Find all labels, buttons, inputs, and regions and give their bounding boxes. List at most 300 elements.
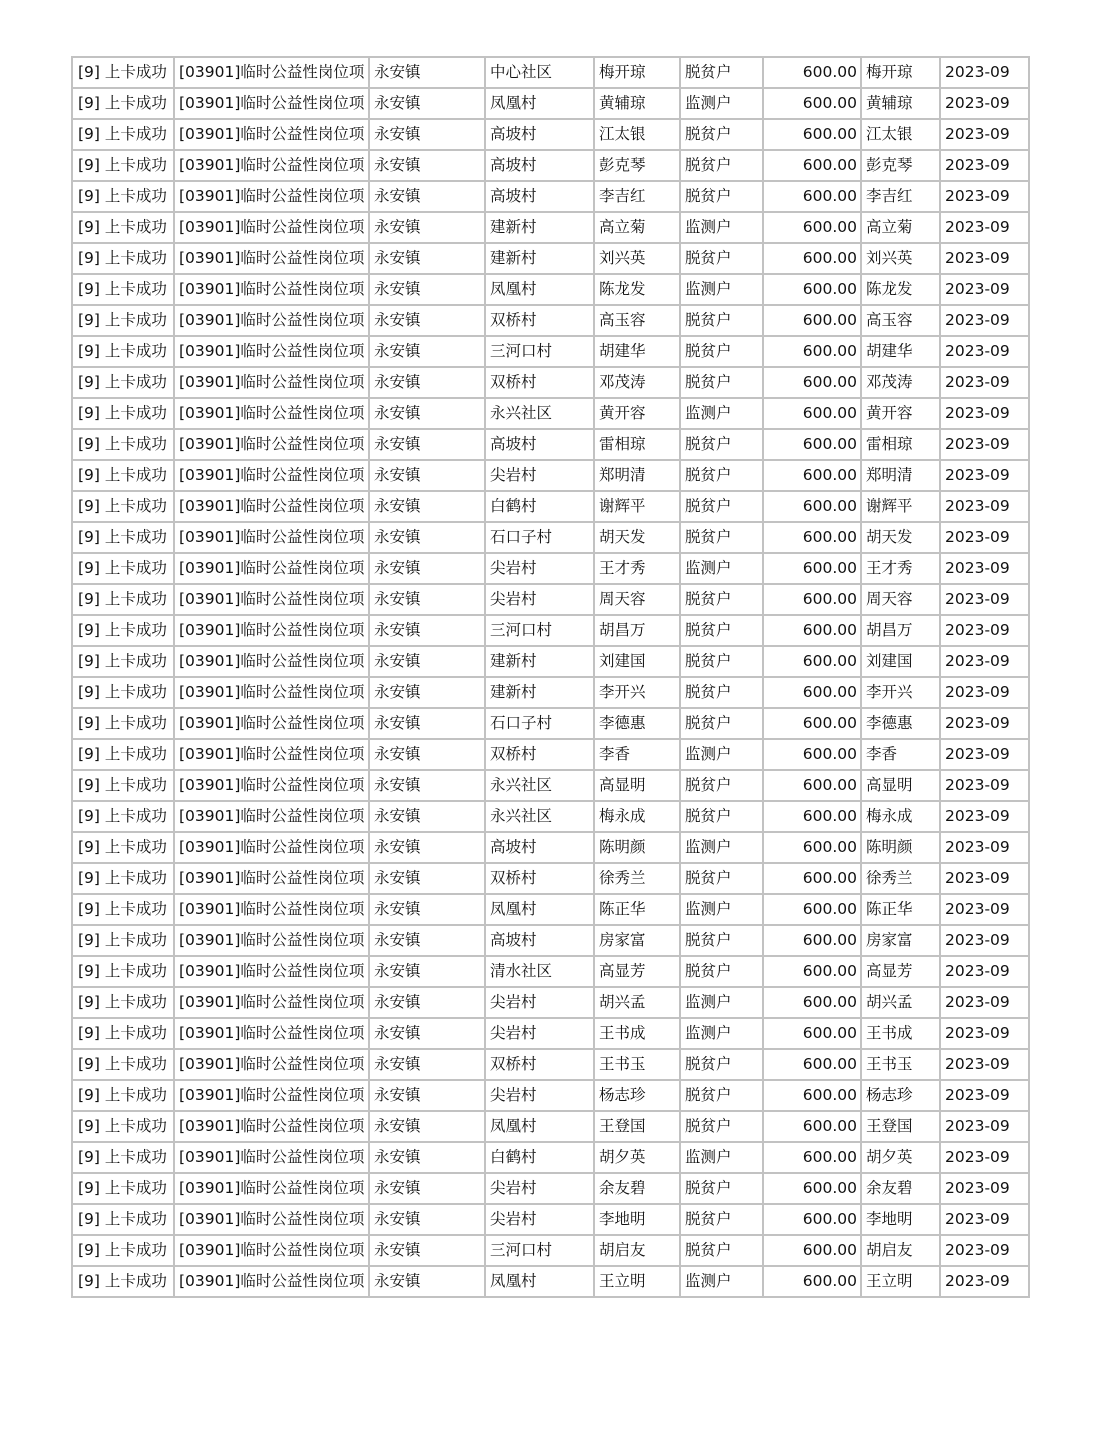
table-row <box>72 1049 1029 1080</box>
payee-cell: 胡兴孟 <box>861 987 940 1018</box>
village-cell: 石口子村 <box>485 708 594 739</box>
name-cell: 李香 <box>594 739 680 770</box>
town-cell: 永安镇 <box>369 1204 485 1235</box>
town-cell: 永安镇 <box>369 801 485 832</box>
status-cell: [9] 上卡成功 <box>72 274 174 305</box>
project-cell: [03901]临时公益性岗位项 <box>174 553 369 584</box>
month-cell: 2023-09 <box>940 336 1029 367</box>
month-cell: 2023-09 <box>940 832 1029 863</box>
town-cell: 永安镇 <box>369 119 485 150</box>
amount-cell: 600.00 <box>763 150 861 181</box>
payee-cell: 黄开容 <box>861 398 940 429</box>
table-row <box>72 336 1029 367</box>
amount-cell: 600.00 <box>763 925 861 956</box>
table-row <box>72 646 1029 677</box>
status-cell: [9] 上卡成功 <box>72 832 174 863</box>
project-cell: [03901]临时公益性岗位项 <box>174 367 369 398</box>
name-cell: 高玉容 <box>594 305 680 336</box>
name-cell: 王登国 <box>594 1111 680 1142</box>
name-cell: 胡建华 <box>594 336 680 367</box>
table-row <box>72 615 1029 646</box>
month-cell: 2023-09 <box>940 243 1029 274</box>
month-cell: 2023-09 <box>940 1080 1029 1111</box>
town-cell: 永安镇 <box>369 584 485 615</box>
month-cell: 2023-09 <box>940 1049 1029 1080</box>
town-cell: 永安镇 <box>369 367 485 398</box>
name-cell: 王才秀 <box>594 553 680 584</box>
month-cell: 2023-09 <box>940 522 1029 553</box>
month-cell: 2023-09 <box>940 646 1029 677</box>
project-cell: [03901]临时公益性岗位项 <box>174 615 369 646</box>
month-cell: 2023-09 <box>940 1142 1029 1173</box>
payee-cell: 陈明颜 <box>861 832 940 863</box>
town-cell: 永安镇 <box>369 553 485 584</box>
village-cell: 高坡村 <box>485 925 594 956</box>
status-cell: [9] 上卡成功 <box>72 863 174 894</box>
amount-cell: 600.00 <box>763 1142 861 1173</box>
month-cell: 2023-09 <box>940 1018 1029 1049</box>
town-cell: 永安镇 <box>369 57 485 88</box>
table-row <box>72 987 1029 1018</box>
month-cell: 2023-09 <box>940 1235 1029 1266</box>
town-cell: 永安镇 <box>369 1266 485 1297</box>
table-row <box>72 894 1029 925</box>
month-cell: 2023-09 <box>940 398 1029 429</box>
table-row <box>72 863 1029 894</box>
status-cell: [9] 上卡成功 <box>72 336 174 367</box>
category-cell: 脱贫户 <box>680 119 763 150</box>
status-cell: [9] 上卡成功 <box>72 770 174 801</box>
project-cell: [03901]临时公益性岗位项 <box>174 1266 369 1297</box>
project-cell: [03901]临时公益性岗位项 <box>174 925 369 956</box>
payee-cell: 梅开琼 <box>861 57 940 88</box>
category-cell: 监测户 <box>680 894 763 925</box>
amount-cell: 600.00 <box>763 88 861 119</box>
month-cell: 2023-09 <box>940 1111 1029 1142</box>
name-cell: 黄辅琼 <box>594 88 680 119</box>
project-cell: [03901]临时公益性岗位项 <box>174 336 369 367</box>
name-cell: 梅开琼 <box>594 57 680 88</box>
name-cell: 陈明颜 <box>594 832 680 863</box>
payee-cell: 余友碧 <box>861 1173 940 1204</box>
name-cell: 高显芳 <box>594 956 680 987</box>
category-cell: 脱贫户 <box>680 863 763 894</box>
category-cell: 脱贫户 <box>680 770 763 801</box>
table-row <box>72 832 1029 863</box>
payment-table <box>71 56 1030 1298</box>
category-cell: 脱贫户 <box>680 367 763 398</box>
status-cell: [9] 上卡成功 <box>72 584 174 615</box>
payee-cell: 胡天发 <box>861 522 940 553</box>
status-cell: [9] 上卡成功 <box>72 150 174 181</box>
status-cell: [9] 上卡成功 <box>72 615 174 646</box>
category-cell: 脱贫户 <box>680 336 763 367</box>
project-cell: [03901]临时公益性岗位项 <box>174 522 369 553</box>
name-cell: 王立明 <box>594 1266 680 1297</box>
amount-cell: 600.00 <box>763 1080 861 1111</box>
table-row <box>72 367 1029 398</box>
category-cell: 监测户 <box>680 987 763 1018</box>
category-cell: 脱贫户 <box>680 1080 763 1111</box>
name-cell: 胡兴孟 <box>594 987 680 1018</box>
town-cell: 永安镇 <box>369 863 485 894</box>
village-cell: 三河口村 <box>485 615 594 646</box>
payee-cell: 刘兴英 <box>861 243 940 274</box>
town-cell: 永安镇 <box>369 1111 485 1142</box>
amount-cell: 600.00 <box>763 398 861 429</box>
village-cell: 清水社区 <box>485 956 594 987</box>
name-cell: 李吉红 <box>594 181 680 212</box>
payee-cell: 李吉红 <box>861 181 940 212</box>
status-cell: [9] 上卡成功 <box>72 1111 174 1142</box>
village-cell: 三河口村 <box>485 1235 594 1266</box>
amount-cell: 600.00 <box>763 460 861 491</box>
category-cell: 监测户 <box>680 88 763 119</box>
amount-cell: 600.00 <box>763 1111 861 1142</box>
project-cell: [03901]临时公益性岗位项 <box>174 88 369 119</box>
village-cell: 凤凰村 <box>485 88 594 119</box>
town-cell: 永安镇 <box>369 243 485 274</box>
table-row <box>72 1235 1029 1266</box>
status-cell: [9] 上卡成功 <box>72 1018 174 1049</box>
village-cell: 尖岩村 <box>485 553 594 584</box>
category-cell: 脱贫户 <box>680 460 763 491</box>
status-cell: [9] 上卡成功 <box>72 491 174 522</box>
table-row <box>72 460 1029 491</box>
payee-cell: 王书成 <box>861 1018 940 1049</box>
name-cell: 梅永成 <box>594 801 680 832</box>
category-cell: 脱贫户 <box>680 1173 763 1204</box>
village-cell: 石口子村 <box>485 522 594 553</box>
name-cell: 邓茂涛 <box>594 367 680 398</box>
amount-cell: 600.00 <box>763 832 861 863</box>
amount-cell: 600.00 <box>763 119 861 150</box>
village-cell: 高坡村 <box>485 119 594 150</box>
status-cell: [9] 上卡成功 <box>72 305 174 336</box>
project-cell: [03901]临时公益性岗位项 <box>174 57 369 88</box>
status-cell: [9] 上卡成功 <box>72 1049 174 1080</box>
project-cell: [03901]临时公益性岗位项 <box>174 1111 369 1142</box>
payee-cell: 高玉容 <box>861 305 940 336</box>
payee-cell: 胡建华 <box>861 336 940 367</box>
payee-cell: 郑明清 <box>861 460 940 491</box>
status-cell: [9] 上卡成功 <box>72 708 174 739</box>
month-cell: 2023-09 <box>940 708 1029 739</box>
table-row <box>72 1080 1029 1111</box>
village-cell: 双桥村 <box>485 305 594 336</box>
status-cell: [9] 上卡成功 <box>72 88 174 119</box>
amount-cell: 600.00 <box>763 863 861 894</box>
town-cell: 永安镇 <box>369 274 485 305</box>
village-cell: 白鹤村 <box>485 1142 594 1173</box>
status-cell: [9] 上卡成功 <box>72 1204 174 1235</box>
name-cell: 刘兴英 <box>594 243 680 274</box>
town-cell: 永安镇 <box>369 739 485 770</box>
payee-cell: 胡启友 <box>861 1235 940 1266</box>
village-cell: 高坡村 <box>485 429 594 460</box>
name-cell: 李开兴 <box>594 677 680 708</box>
table-row <box>72 1142 1029 1173</box>
status-cell: [9] 上卡成功 <box>72 553 174 584</box>
payee-cell: 谢辉平 <box>861 491 940 522</box>
table-row <box>72 770 1029 801</box>
table-row <box>72 88 1029 119</box>
town-cell: 永安镇 <box>369 305 485 336</box>
name-cell: 胡天发 <box>594 522 680 553</box>
project-cell: [03901]临时公益性岗位项 <box>174 956 369 987</box>
amount-cell: 600.00 <box>763 522 861 553</box>
amount-cell: 600.00 <box>763 429 861 460</box>
status-cell: [9] 上卡成功 <box>72 57 174 88</box>
village-cell: 高坡村 <box>485 181 594 212</box>
table-row <box>72 212 1029 243</box>
project-cell: [03901]临时公益性岗位项 <box>174 801 369 832</box>
payee-cell: 高显明 <box>861 770 940 801</box>
payee-cell: 王才秀 <box>861 553 940 584</box>
payee-cell: 王登国 <box>861 1111 940 1142</box>
project-cell: [03901]临时公益性岗位项 <box>174 491 369 522</box>
project-cell: [03901]临时公益性岗位项 <box>174 1142 369 1173</box>
status-cell: [9] 上卡成功 <box>72 739 174 770</box>
payee-cell: 李开兴 <box>861 677 940 708</box>
table-row <box>72 1266 1029 1297</box>
village-cell: 建新村 <box>485 677 594 708</box>
table-row <box>72 677 1029 708</box>
table-body <box>72 57 1029 1297</box>
table-row <box>72 1111 1029 1142</box>
category-cell: 脱贫户 <box>680 708 763 739</box>
month-cell: 2023-09 <box>940 925 1029 956</box>
category-cell: 脱贫户 <box>680 57 763 88</box>
town-cell: 永安镇 <box>369 832 485 863</box>
table-row <box>72 274 1029 305</box>
village-cell: 凤凰村 <box>485 1111 594 1142</box>
village-cell: 建新村 <box>485 212 594 243</box>
town-cell: 永安镇 <box>369 1142 485 1173</box>
village-cell: 尖岩村 <box>485 584 594 615</box>
project-cell: [03901]临时公益性岗位项 <box>174 646 369 677</box>
status-cell: [9] 上卡成功 <box>72 181 174 212</box>
name-cell: 高立菊 <box>594 212 680 243</box>
status-cell: [9] 上卡成功 <box>72 1142 174 1173</box>
project-cell: [03901]临时公益性岗位项 <box>174 150 369 181</box>
project-cell: [03901]临时公益性岗位项 <box>174 894 369 925</box>
village-cell: 双桥村 <box>485 863 594 894</box>
table-row <box>72 522 1029 553</box>
month-cell: 2023-09 <box>940 429 1029 460</box>
month-cell: 2023-09 <box>940 212 1029 243</box>
project-cell: [03901]临时公益性岗位项 <box>174 274 369 305</box>
name-cell: 胡夕英 <box>594 1142 680 1173</box>
category-cell: 监测户 <box>680 274 763 305</box>
month-cell: 2023-09 <box>940 460 1029 491</box>
amount-cell: 600.00 <box>763 1235 861 1266</box>
village-cell: 双桥村 <box>485 1049 594 1080</box>
table-row <box>72 1173 1029 1204</box>
table-row <box>72 708 1029 739</box>
table-row <box>72 429 1029 460</box>
project-cell: [03901]临时公益性岗位项 <box>174 584 369 615</box>
amount-cell: 600.00 <box>763 801 861 832</box>
village-cell: 尖岩村 <box>485 1204 594 1235</box>
status-cell: [9] 上卡成功 <box>72 956 174 987</box>
category-cell: 监测户 <box>680 398 763 429</box>
status-cell: [9] 上卡成功 <box>72 429 174 460</box>
project-cell: [03901]临时公益性岗位项 <box>174 1018 369 1049</box>
month-cell: 2023-09 <box>940 863 1029 894</box>
payee-cell: 杨志珍 <box>861 1080 940 1111</box>
table-row <box>72 398 1029 429</box>
town-cell: 永安镇 <box>369 522 485 553</box>
month-cell: 2023-09 <box>940 491 1029 522</box>
category-cell: 脱贫户 <box>680 243 763 274</box>
category-cell: 监测户 <box>680 832 763 863</box>
amount-cell: 600.00 <box>763 367 861 398</box>
month-cell: 2023-09 <box>940 956 1029 987</box>
town-cell: 永安镇 <box>369 336 485 367</box>
payee-cell: 刘建国 <box>861 646 940 677</box>
village-cell: 尖岩村 <box>485 460 594 491</box>
name-cell: 雷相琼 <box>594 429 680 460</box>
status-cell: [9] 上卡成功 <box>72 522 174 553</box>
table-row <box>72 57 1029 88</box>
payee-cell: 房家富 <box>861 925 940 956</box>
amount-cell: 600.00 <box>763 57 861 88</box>
town-cell: 永安镇 <box>369 708 485 739</box>
month-cell: 2023-09 <box>940 584 1029 615</box>
month-cell: 2023-09 <box>940 274 1029 305</box>
category-cell: 脱贫户 <box>680 925 763 956</box>
category-cell: 脱贫户 <box>680 1049 763 1080</box>
amount-cell: 600.00 <box>763 770 861 801</box>
amount-cell: 600.00 <box>763 584 861 615</box>
village-cell: 中心社区 <box>485 57 594 88</box>
amount-cell: 600.00 <box>763 987 861 1018</box>
status-cell: [9] 上卡成功 <box>72 677 174 708</box>
project-cell: [03901]临时公益性岗位项 <box>174 739 369 770</box>
category-cell: 脱贫户 <box>680 1204 763 1235</box>
name-cell: 陈龙发 <box>594 274 680 305</box>
category-cell: 脱贫户 <box>680 181 763 212</box>
town-cell: 永安镇 <box>369 491 485 522</box>
amount-cell: 600.00 <box>763 1018 861 1049</box>
village-cell: 高坡村 <box>485 832 594 863</box>
project-cell: [03901]临时公益性岗位项 <box>174 305 369 336</box>
town-cell: 永安镇 <box>369 925 485 956</box>
category-cell: 监测户 <box>680 1142 763 1173</box>
month-cell: 2023-09 <box>940 150 1029 181</box>
amount-cell: 600.00 <box>763 274 861 305</box>
status-cell: [9] 上卡成功 <box>72 801 174 832</box>
name-cell: 李德惠 <box>594 708 680 739</box>
name-cell: 王书成 <box>594 1018 680 1049</box>
month-cell: 2023-09 <box>940 181 1029 212</box>
village-cell: 双桥村 <box>485 367 594 398</box>
name-cell: 王书玉 <box>594 1049 680 1080</box>
village-cell: 凤凰村 <box>485 894 594 925</box>
table-row <box>72 1018 1029 1049</box>
month-cell: 2023-09 <box>940 677 1029 708</box>
category-cell: 监测户 <box>680 739 763 770</box>
category-cell: 脱贫户 <box>680 677 763 708</box>
table-row <box>72 801 1029 832</box>
village-cell: 三河口村 <box>485 336 594 367</box>
payee-cell: 徐秀兰 <box>861 863 940 894</box>
payee-cell: 周天容 <box>861 584 940 615</box>
name-cell: 江太银 <box>594 119 680 150</box>
payee-cell: 雷相琼 <box>861 429 940 460</box>
status-cell: [9] 上卡成功 <box>72 212 174 243</box>
payee-cell: 梅永成 <box>861 801 940 832</box>
payee-cell: 彭克琴 <box>861 150 940 181</box>
name-cell: 谢辉平 <box>594 491 680 522</box>
name-cell: 刘建国 <box>594 646 680 677</box>
village-cell: 尖岩村 <box>485 1080 594 1111</box>
name-cell: 房家富 <box>594 925 680 956</box>
amount-cell: 600.00 <box>763 553 861 584</box>
project-cell: [03901]临时公益性岗位项 <box>174 1204 369 1235</box>
name-cell: 余友碧 <box>594 1173 680 1204</box>
name-cell: 高显明 <box>594 770 680 801</box>
month-cell: 2023-09 <box>940 553 1029 584</box>
payee-cell: 胡夕英 <box>861 1142 940 1173</box>
project-cell: [03901]临时公益性岗位项 <box>174 212 369 243</box>
town-cell: 永安镇 <box>369 615 485 646</box>
project-cell: [03901]临时公益性岗位项 <box>174 987 369 1018</box>
town-cell: 永安镇 <box>369 646 485 677</box>
payee-cell: 黄辅琼 <box>861 88 940 119</box>
payee-cell: 陈正华 <box>861 894 940 925</box>
project-cell: [03901]临时公益性岗位项 <box>174 1173 369 1204</box>
town-cell: 永安镇 <box>369 88 485 119</box>
category-cell: 脱贫户 <box>680 801 763 832</box>
category-cell: 脱贫户 <box>680 491 763 522</box>
amount-cell: 600.00 <box>763 1204 861 1235</box>
category-cell: 脱贫户 <box>680 1111 763 1142</box>
amount-cell: 600.00 <box>763 677 861 708</box>
town-cell: 永安镇 <box>369 894 485 925</box>
amount-cell: 600.00 <box>763 491 861 522</box>
project-cell: [03901]临时公益性岗位项 <box>174 119 369 150</box>
amount-cell: 600.00 <box>763 646 861 677</box>
payee-cell: 高立菊 <box>861 212 940 243</box>
project-cell: [03901]临时公益性岗位项 <box>174 677 369 708</box>
name-cell: 胡启友 <box>594 1235 680 1266</box>
amount-cell: 600.00 <box>763 212 861 243</box>
town-cell: 永安镇 <box>369 1173 485 1204</box>
month-cell: 2023-09 <box>940 57 1029 88</box>
category-cell: 脱贫户 <box>680 615 763 646</box>
town-cell: 永安镇 <box>369 181 485 212</box>
table-row <box>72 584 1029 615</box>
payee-cell: 王立明 <box>861 1266 940 1297</box>
category-cell: 脱贫户 <box>680 584 763 615</box>
village-cell: 凤凰村 <box>485 1266 594 1297</box>
category-cell: 脱贫户 <box>680 956 763 987</box>
project-cell: [03901]临时公益性岗位项 <box>174 460 369 491</box>
table-row <box>72 305 1029 336</box>
village-cell: 凤凰村 <box>485 274 594 305</box>
village-cell: 白鹤村 <box>485 491 594 522</box>
amount-cell: 600.00 <box>763 243 861 274</box>
town-cell: 永安镇 <box>369 770 485 801</box>
name-cell: 徐秀兰 <box>594 863 680 894</box>
project-cell: [03901]临时公益性岗位项 <box>174 770 369 801</box>
table-row <box>72 553 1029 584</box>
status-cell: [9] 上卡成功 <box>72 987 174 1018</box>
project-cell: [03901]临时公益性岗位项 <box>174 181 369 212</box>
town-cell: 永安镇 <box>369 987 485 1018</box>
